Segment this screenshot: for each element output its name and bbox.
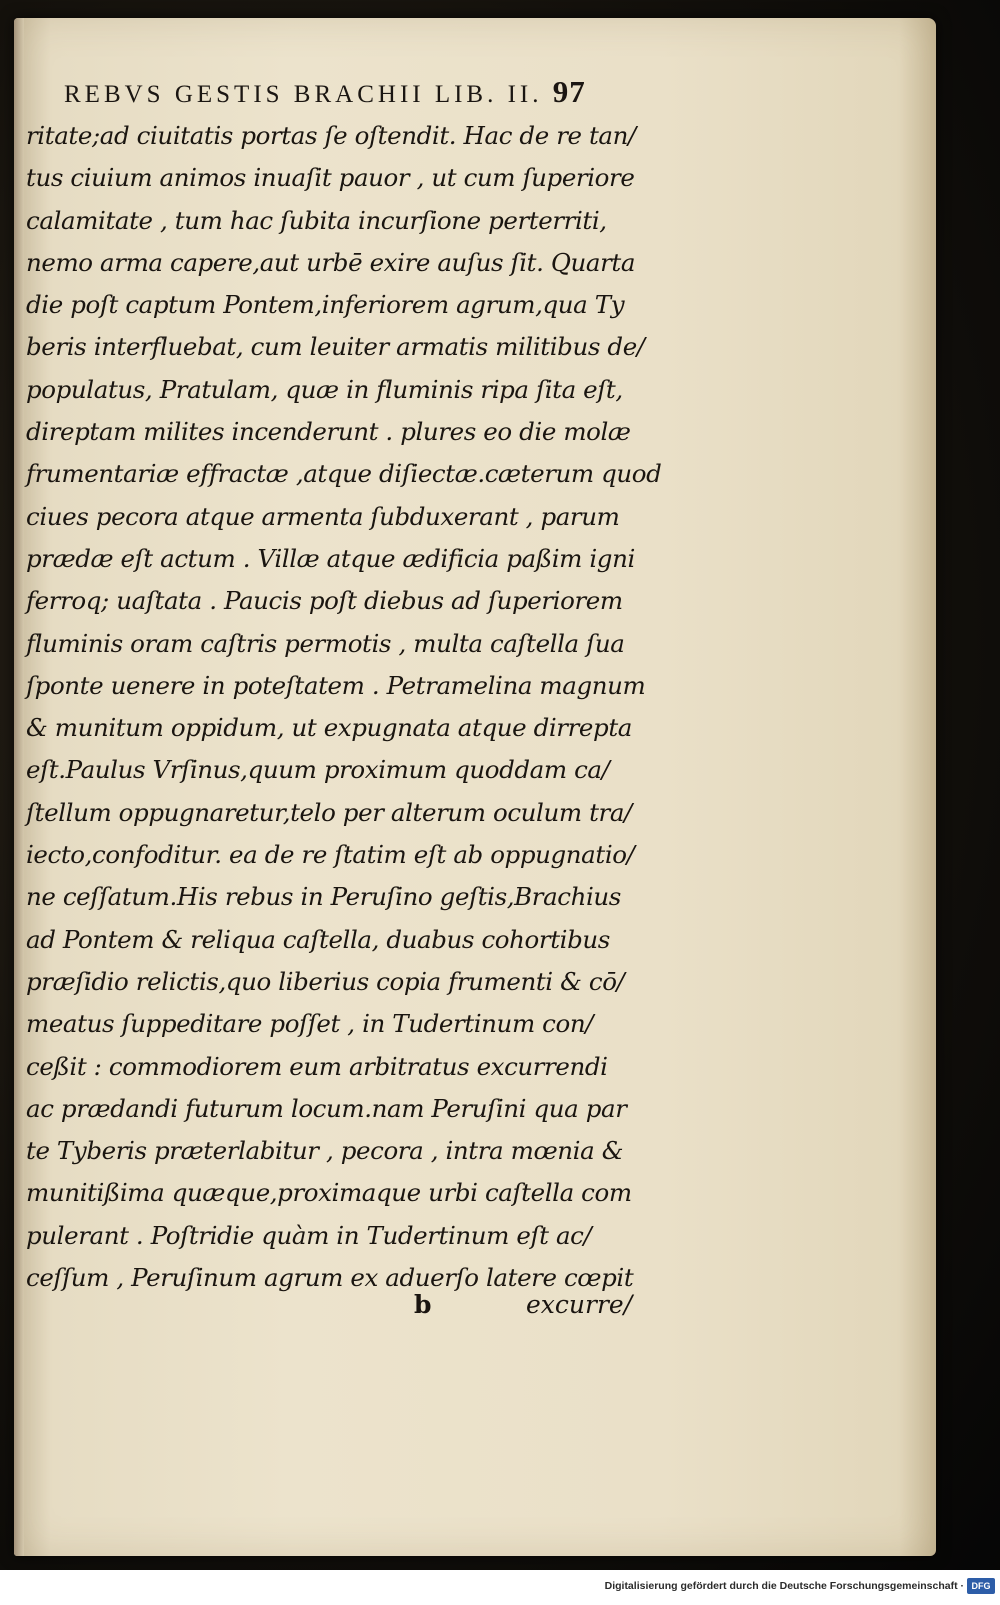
running-head: [64, 74, 664, 114]
text-line: ciues pecora atque armenta ſubduxerant , parum: [26, 501, 620, 531]
dfg-logo-icon: DFG: [967, 1578, 995, 1594]
digitization-footer: [0, 1570, 1000, 1605]
text-line: ad Pontem & reliqua caſtella, duabus cohortibus: [26, 924, 610, 954]
page-number: 97: [552, 74, 586, 109]
text-line: die poſt captum Pontem,inferiorem agrum,qua Ty: [26, 290, 625, 320]
text-line: ne ceſſatum.His rebus in Peruſino geſtis,Brachius: [26, 882, 621, 912]
text-line: ac prædandi futurum locum.nam Peruſini qua par: [26, 1093, 627, 1123]
text-line: direptam milites incenderunt . plures eo die molæ: [26, 417, 631, 447]
text-line: pulerant . Poſtridie quàm in Tudertinum eſt ac/: [26, 1220, 592, 1250]
text-line: beris interfluebat, cum leuiter armatis militibus de/: [26, 332, 645, 362]
page-foot-row: [26, 1290, 646, 1330]
running-head-title: REBVS GESTIS BRACHII LIB. II.: [64, 81, 543, 108]
text-line: præſidio relictis,quo liberius copia frumenti & cō/: [26, 966, 625, 996]
text-line: tus ciuium animos inuaſit pauor , ut cum ſuperiore: [26, 163, 635, 193]
funding-credit: Digitalisierung gefördert durch die Deutsche Forschungsgemeinschaft ·: [604, 1580, 964, 1592]
catchword: excurre/: [526, 1290, 633, 1319]
text-line: ſtellum oppugnaretur,telo per alterum oculum tra/: [26, 797, 632, 827]
text-line: & munitum oppidum, ut expugnata atque dirrepta: [26, 713, 632, 743]
text-line: frumentariæ effractæ ,atque diſiectæ.cæterum quod: [26, 459, 662, 489]
text-line: nemo arma capere,aut urbē exire auſus ſit. Quarta: [26, 247, 636, 277]
text-line: iecto,confoditur. ea de re ſtatim eſt ab oppugnatio/: [26, 840, 635, 870]
text-line: eſt.Paulus Vrſinus,quum proximum quoddam ca/: [26, 755, 610, 785]
text-line: populatus, Pratulam, quæ in fluminis ripa ſita eſt,: [26, 374, 623, 404]
text-line: munitißima quæque,proximaque urbi caſtella com: [26, 1178, 632, 1208]
text-line: meatus ſuppeditare poſſet , in Tudertinum con/: [26, 1009, 594, 1039]
signature-mark: b: [414, 1290, 432, 1319]
text-line: calamitate , tum hac ſubita incurſione perterriti,: [26, 205, 607, 235]
page-gutter-edge: [14, 18, 24, 1556]
text-line: prædæ eſt actum . Villæ atque ædificia paßim igni: [26, 543, 635, 573]
text-line: fluminis oram caſtris permotis , multa caſtella ſua: [26, 628, 625, 658]
text-line: te Tyberis præterlabitur , pecora , intra mœnia &: [26, 1136, 624, 1166]
text-line: ceßit : commodiorem eum arbitratus excurrendi: [26, 1051, 608, 1081]
text-line: ceſſum , Peruſinum agrum ex aduerſo latere cœpit: [26, 1263, 634, 1293]
text-line: ritate;ad ciuitatis portas ſe oſtendit. Hac de re tan/: [26, 121, 636, 150]
text-line: ſponte uenere in poteſtatem . Petramelina magnum: [26, 670, 646, 700]
text-line: ferroq; uaſtata . Paucis poſt diebus ad ſuperiorem: [26, 586, 623, 616]
body-text: [26, 115, 666, 1299]
